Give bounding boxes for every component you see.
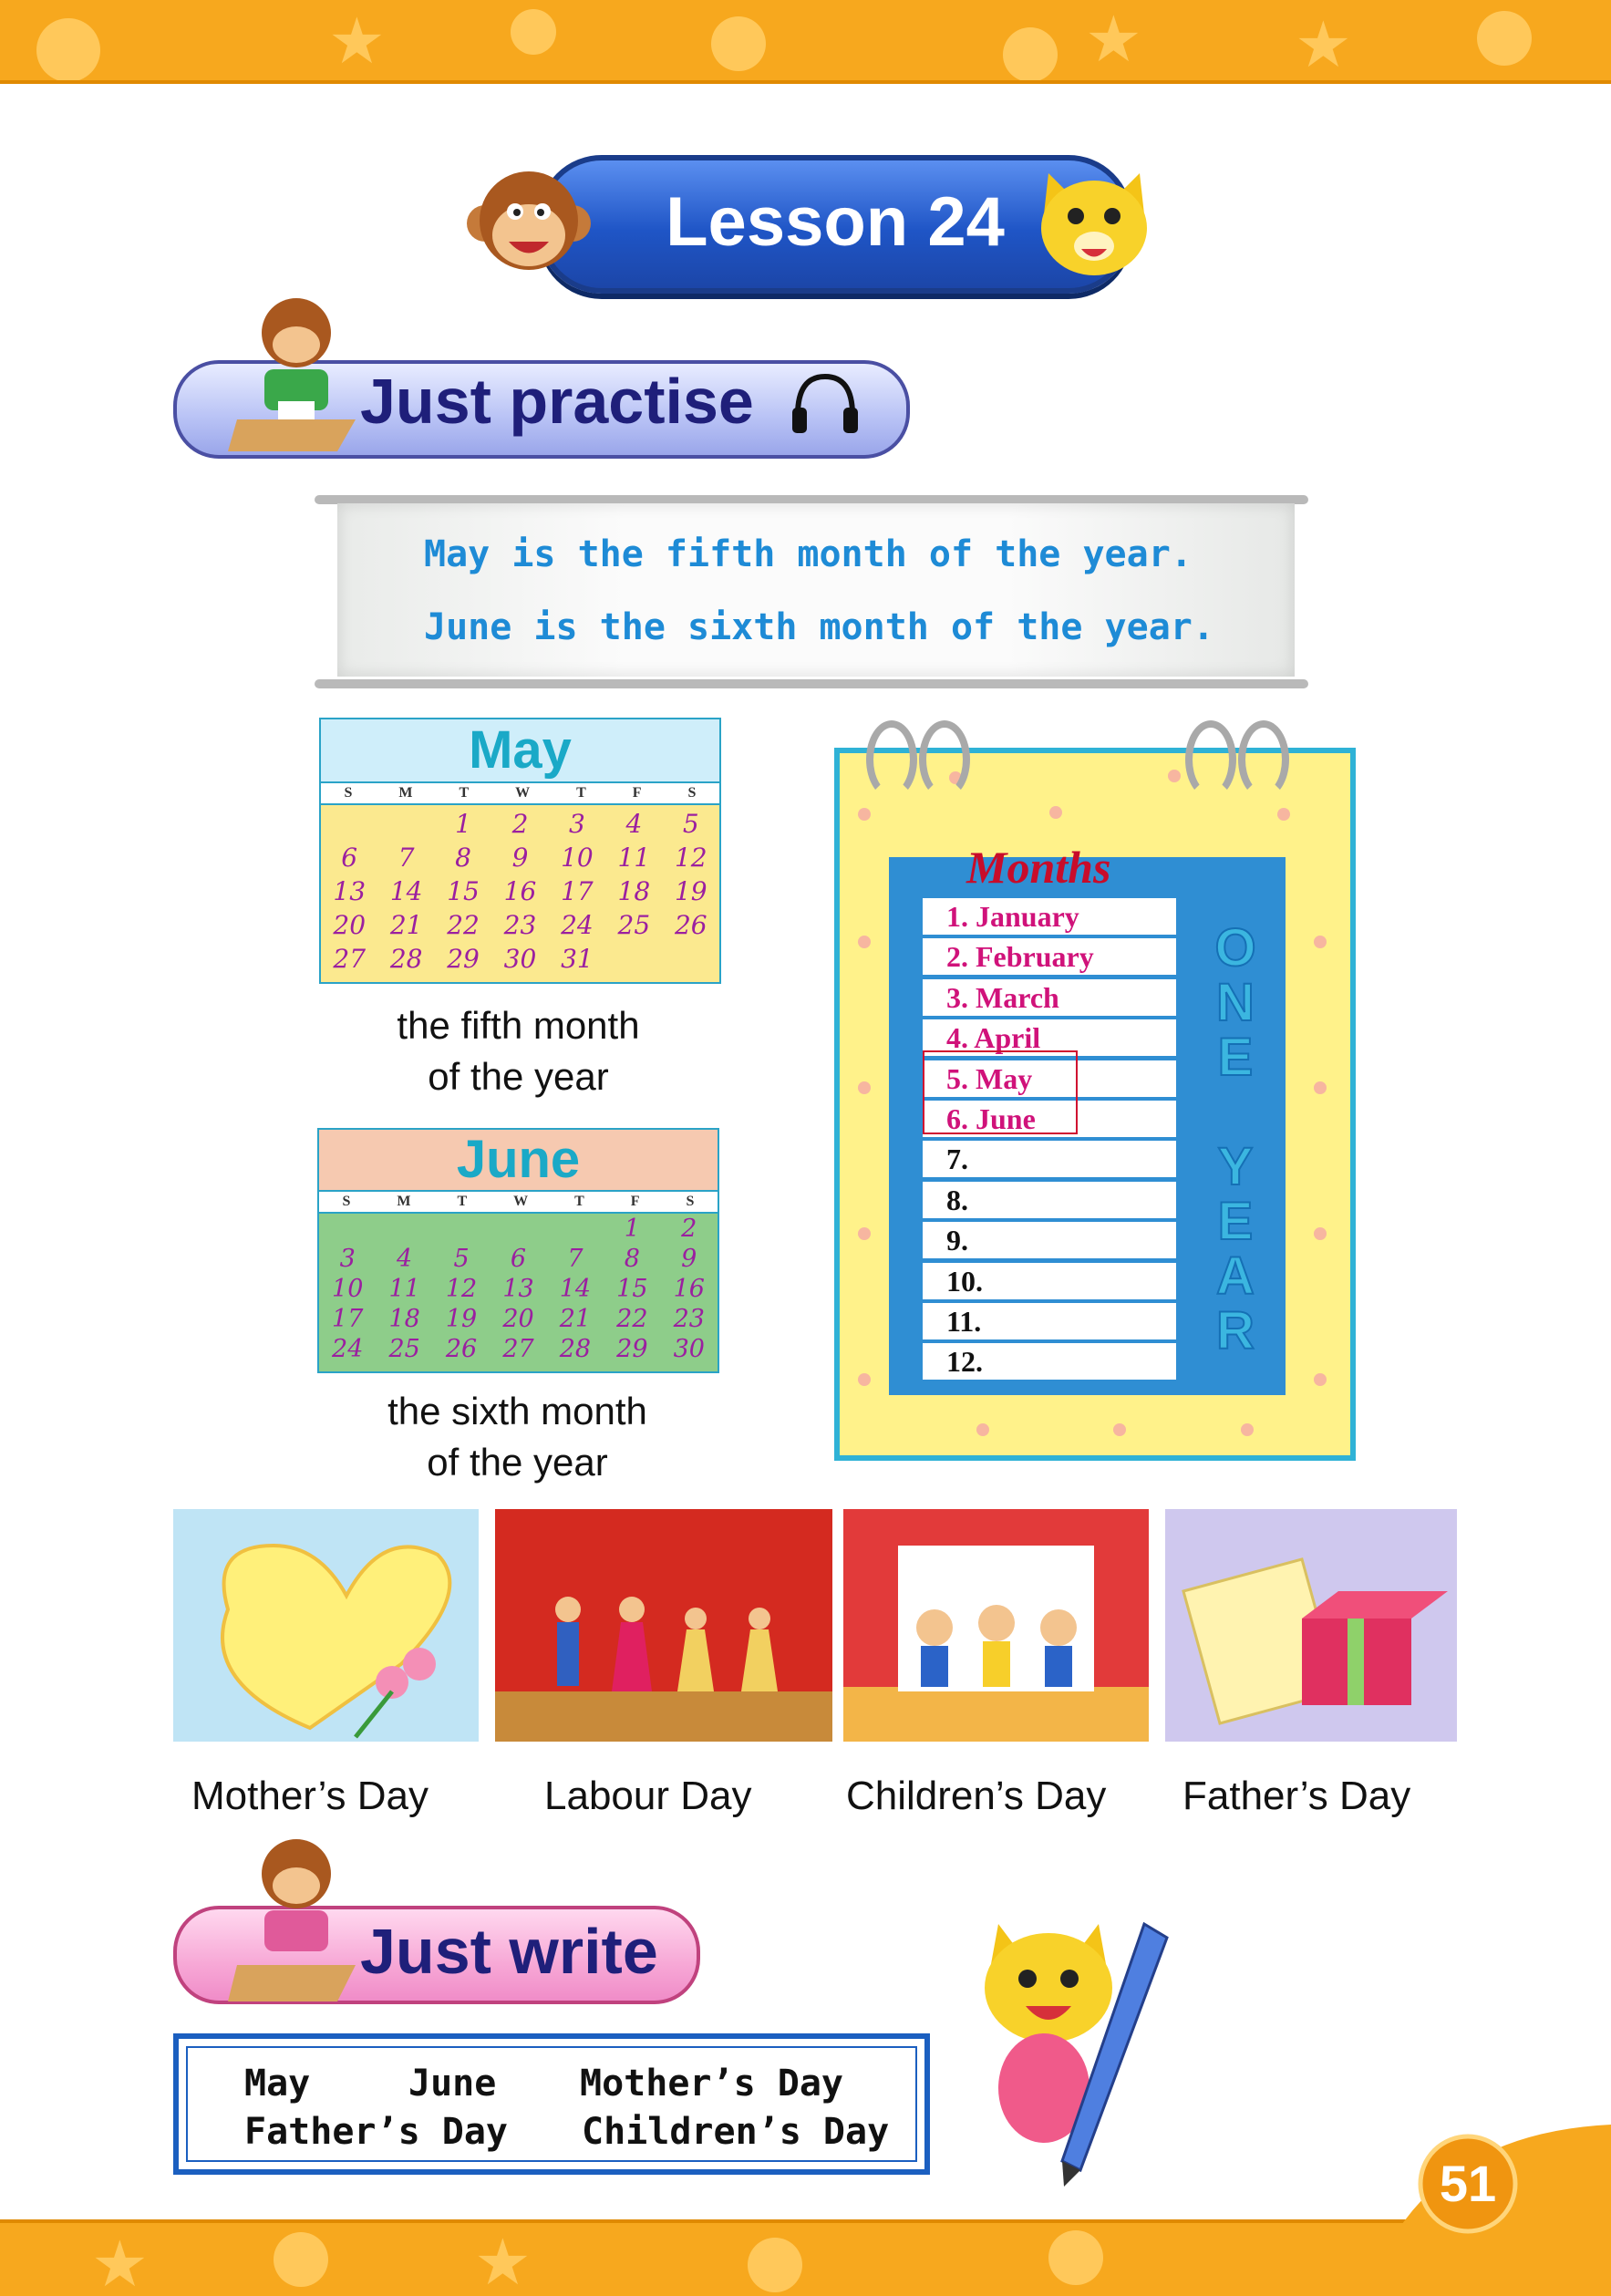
calendar-date: 6 <box>341 843 358 873</box>
weekday-label: W <box>513 1194 529 1209</box>
weekday-label: S <box>342 1194 351 1209</box>
calendar-date: 25 <box>388 1335 420 1363</box>
binder-ring-icon <box>866 720 917 799</box>
calendar-date: 4 <box>625 809 643 839</box>
calendar-date: 11 <box>388 1275 420 1303</box>
calendar-date: 11 <box>617 843 651 873</box>
monkey-writing-icon <box>228 1833 365 2006</box>
monkey-face-icon <box>465 164 593 283</box>
may-calendar <box>319 718 721 984</box>
calendar-date: 20 <box>333 910 367 940</box>
calendar-date: 21 <box>389 910 423 940</box>
star-icon: ★ <box>328 4 386 78</box>
june-calendar <box>317 1128 719 1373</box>
calendar-date <box>663 942 719 976</box>
calendar-date <box>547 1214 604 1244</box>
june-caption-line1: the sixth month <box>387 1390 647 1432</box>
calendar-date: 24 <box>561 910 594 940</box>
calendar-date: 5 <box>453 1245 470 1273</box>
one-year-letter: R <box>1216 1301 1255 1360</box>
decor-dot <box>748 2238 802 2292</box>
weekday-label: T <box>457 1194 468 1209</box>
month-item: 2. February <box>923 938 1176 975</box>
calendar-date: 15 <box>447 876 480 906</box>
one-year-letter: O <box>1214 918 1256 977</box>
children-on-stage-icon <box>843 1509 1149 1742</box>
month-item: 5. May <box>923 1060 1176 1097</box>
binder-ring-icon <box>1185 720 1236 799</box>
labour-day-picture <box>495 1509 832 1742</box>
word-may: May <box>244 2063 311 2105</box>
weekday-label: T <box>576 785 586 801</box>
decor-dot <box>1477 11 1532 66</box>
calendar-date <box>605 942 662 976</box>
calendar-date: 5 <box>682 809 699 839</box>
weekday-label: S <box>686 1194 695 1209</box>
may-weekday-row <box>321 781 719 805</box>
one-year-letter: Y <box>1217 1137 1254 1196</box>
holiday-label-mothers-day: Mother’s Day <box>191 1774 429 1818</box>
weekday-label: T <box>459 785 470 801</box>
calendar-date: 18 <box>617 876 651 906</box>
may-date-grid <box>321 807 719 976</box>
month-item: 3. March <box>923 979 1176 1016</box>
one-year-letter: N <box>1216 973 1255 1032</box>
may-caption-line1: the fifth month <box>397 1004 640 1047</box>
calendar-date: 13 <box>502 1275 534 1303</box>
binder-ring-icon <box>1238 720 1289 799</box>
top-decorative-band <box>0 0 1611 84</box>
weekday-label: T <box>574 1194 584 1209</box>
page-number: 51 <box>1439 2155 1497 2212</box>
calendar-date: 10 <box>561 843 594 873</box>
june-calendar-title: June <box>319 1130 718 1190</box>
calendar-date: 17 <box>561 876 594 906</box>
calendar-date: 19 <box>445 1305 478 1333</box>
weekday-label: S <box>344 785 353 801</box>
month-item: 6. June <box>923 1101 1176 1137</box>
calendar-date: 7 <box>567 1245 583 1273</box>
word-june: June <box>408 2063 497 2105</box>
scroll-line-1: May is the fifth month of the year. <box>424 533 1193 575</box>
decor-dot <box>1003 27 1058 82</box>
childrens-day-picture <box>843 1509 1149 1742</box>
calendar-date: 30 <box>673 1335 705 1363</box>
weekday-label: F <box>630 1194 640 1209</box>
one-year-letter: A <box>1216 1246 1255 1306</box>
month-item: 12. <box>923 1343 1176 1380</box>
june-caption-line2: of the year <box>427 1441 608 1484</box>
calendar-date: 13 <box>333 876 367 906</box>
calendar-date: 23 <box>503 910 537 940</box>
scroll-rod-bottom <box>315 679 1308 688</box>
calendar-date: 27 <box>502 1335 534 1363</box>
calendar-date: 28 <box>559 1335 592 1363</box>
calendar-date: 22 <box>447 910 480 940</box>
calendar-date <box>319 1214 376 1244</box>
calendar-date <box>321 807 377 841</box>
cat-face-icon <box>1030 160 1158 283</box>
one-year-letter: E <box>1217 1192 1254 1251</box>
one-year-letter <box>1213 1085 1258 1140</box>
calendar-date <box>377 807 434 841</box>
calendar-date: 12 <box>674 843 707 873</box>
word-childrens-day: Children’s Day <box>582 2111 890 2153</box>
month-item: 4. April <box>923 1019 1176 1056</box>
weekday-label: M <box>397 1194 411 1209</box>
calendar-date: 3 <box>339 1245 356 1273</box>
calendar-date: 6 <box>510 1245 527 1273</box>
word-fathers-day: Father’s Day <box>244 2111 508 2153</box>
calendar-date: 16 <box>503 876 537 906</box>
calendar-date: 16 <box>673 1275 705 1303</box>
calendar-date: 17 <box>332 1305 364 1333</box>
headphones-icon[interactable] <box>789 369 862 438</box>
calendar-date: 12 <box>445 1275 478 1303</box>
scroll-line-2: June is the sixth month of the year. <box>424 606 1214 648</box>
calendar-date: 24 <box>332 1335 364 1363</box>
binder-ring-icon <box>919 720 970 799</box>
calendar-date: 21 <box>559 1305 592 1333</box>
calendar-date: 1 <box>455 809 471 839</box>
june-weekday-row <box>319 1190 718 1214</box>
decor-dot <box>511 9 556 55</box>
calendar-date: 4 <box>397 1245 413 1273</box>
may-june-highlight <box>923 1050 1078 1134</box>
calendar-date <box>490 1214 546 1244</box>
month-item: 11. <box>923 1303 1176 1339</box>
calendar-date: 29 <box>447 944 480 974</box>
holiday-label-fathers-day: Father’s Day <box>1182 1774 1411 1818</box>
calendar-date: 14 <box>389 876 423 906</box>
star-icon: ★ <box>1085 2 1142 77</box>
heart-card-icon <box>173 1509 479 1742</box>
decor-dot <box>1048 2230 1103 2285</box>
calendar-date: 29 <box>616 1335 648 1363</box>
months-title: Months <box>966 842 1111 893</box>
fathers-day-picture <box>1165 1509 1457 1742</box>
section-title-write: Just write <box>360 1916 658 1987</box>
weekday-label: F <box>632 785 642 801</box>
calendar-date: 9 <box>511 843 529 873</box>
calendar-date: 18 <box>388 1305 420 1333</box>
may-caption-line2: of the year <box>428 1055 609 1098</box>
calendar-date: 8 <box>624 1245 640 1273</box>
decor-dot <box>711 16 766 71</box>
calendar-date: 30 <box>503 944 537 974</box>
calendar-date: 14 <box>559 1275 592 1303</box>
gift-and-card-icon <box>1165 1509 1457 1742</box>
monkey-reading-icon <box>228 292 365 456</box>
section-title-practise: Just practise <box>360 366 754 437</box>
weekday-label: W <box>515 785 531 801</box>
may-caption <box>319 1000 718 1102</box>
calendar-date: 2 <box>511 809 529 839</box>
calendar-date <box>376 1214 432 1244</box>
calendar-date: 8 <box>455 843 471 873</box>
weekday-label: M <box>398 785 413 801</box>
mothers-day-picture <box>173 1509 479 1742</box>
calendar-date: 10 <box>332 1275 364 1303</box>
calendar-date <box>433 1214 490 1244</box>
june-date-grid <box>319 1214 718 1364</box>
lesson-title: Lesson 24 <box>666 183 1005 261</box>
calendar-date: 2 <box>681 1215 697 1243</box>
decor-dot <box>36 18 100 82</box>
may-calendar-title: May <box>321 719 719 781</box>
star-icon: ★ <box>474 2225 532 2296</box>
calendar-date: 7 <box>398 843 415 873</box>
star-icon: ★ <box>1295 7 1352 82</box>
decor-dot <box>274 2232 328 2287</box>
holiday-label-labour-day: Labour Day <box>544 1774 752 1818</box>
calendar-date: 19 <box>674 876 707 906</box>
calendar-date: 22 <box>616 1305 648 1333</box>
calendar-date: 3 <box>569 809 585 839</box>
calendar-date: 1 <box>624 1215 640 1243</box>
calendar-date: 26 <box>674 910 707 940</box>
month-item: 9. <box>923 1222 1176 1258</box>
calendar-date: 26 <box>445 1335 478 1363</box>
calendar-date: 23 <box>673 1305 705 1333</box>
calendar-date: 20 <box>502 1305 534 1333</box>
cat-with-pencil-icon <box>962 1897 1190 2188</box>
one-year-letter: E <box>1217 1028 1254 1087</box>
stage-performers-icon <box>495 1509 832 1742</box>
scroll-banner <box>337 503 1295 677</box>
word-mothers-day: Mother’s Day <box>580 2063 843 2105</box>
month-item: 1. January <box>923 898 1176 935</box>
month-item: 10. <box>923 1263 1176 1299</box>
star-icon: ★ <box>91 2227 149 2296</box>
calendar-date: 25 <box>617 910 651 940</box>
month-item: 8. <box>923 1182 1176 1218</box>
calendar-date: 9 <box>681 1245 697 1273</box>
calendar-date: 15 <box>616 1275 648 1303</box>
calendar-date: 27 <box>333 944 367 974</box>
weekday-label: S <box>687 785 697 801</box>
june-caption <box>315 1386 720 1488</box>
holiday-label-childrens-day: Children’s Day <box>846 1774 1107 1818</box>
calendar-date: 31 <box>561 944 594 974</box>
month-item: 7. <box>923 1141 1176 1177</box>
calendar-date: 28 <box>389 944 423 974</box>
one-year-vertical-label <box>1213 918 1258 1360</box>
